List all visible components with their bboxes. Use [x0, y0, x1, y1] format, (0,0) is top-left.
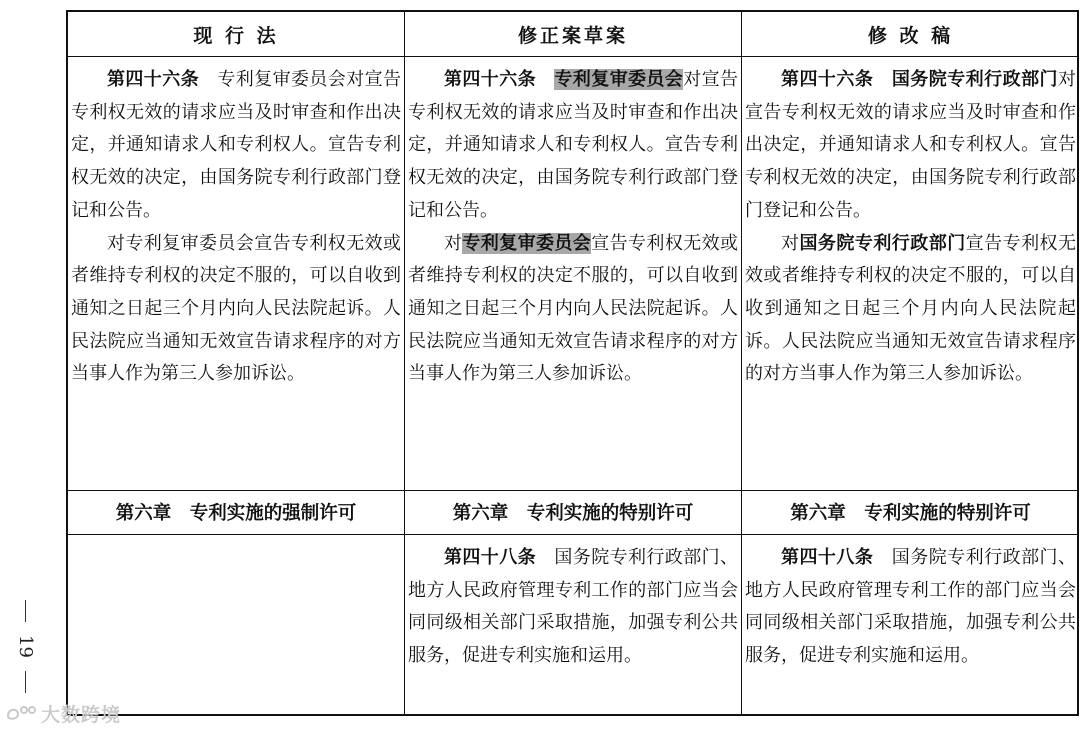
chapter-title-draft: 第六章 专利实施的特别许可 — [452, 503, 694, 524]
page-number — [10, 600, 40, 710]
amended-text: 国务院专利行政部门 — [799, 232, 966, 254]
article-text: 国务院专利行政部门、地方人民政府管理专利工作的部门应当会同同级相关部门采取措施，加强专利公共服务，促进专利实施和运用。 — [745, 547, 1077, 667]
draft-article-48 — [405, 542, 741, 673]
highlighted-text: 专利复审委员会 — [462, 232, 592, 254]
comparison-table — [66, 10, 1079, 716]
watermark-logo-icon — [4, 702, 38, 724]
article-text: 宣告专利权无效或者维持专利权的决定不服的，可以自收到通知之日起三个月内向人民法院起诉。人民法院应当通知无效宣告请求程序的对方当事人作为第三人参加诉讼。 — [745, 232, 1077, 385]
article-number: 第四十六条 — [107, 69, 199, 90]
draft-article-46 — [405, 64, 741, 391]
article-number: 第四十六条 — [444, 69, 536, 90]
article-number: 第四十八条 — [444, 547, 536, 568]
chapter-title-revised: 第六章 专利实施的特别许可 — [790, 503, 1031, 524]
revised-article-48 — [742, 542, 1079, 673]
article-number: 第四十八条 — [781, 547, 874, 568]
header-revised-draft: 修 改 稿 — [867, 24, 954, 47]
article-text: 对宣告专利权无效的请求应当及时审查和作出决定，并通知请求人和专利权人。宣告专利权无效的决定，由国务院专利行政部门登记和公告。 — [745, 69, 1077, 221]
watermark-text: 大数跨境 — [41, 703, 122, 726]
article-text: 对 — [781, 232, 800, 254]
row-divider — [68, 56, 1077, 57]
chapter-title-current: 第六章 专利实施的强制许可 — [115, 503, 357, 524]
highlighted-text: 专利复审委员会 — [554, 69, 684, 90]
article-text: 国务院专利行政部门、地方人民政府管理专利工作的部门应当会同同级相关部门采取措施，加强专利公共服务，促进专利实施和运用。 — [408, 547, 738, 667]
article-text: 对专利复审委员会宣告专利权无效或者维持专利权的决定不服的，可以自收到通知之日起三个月内向人民法院起诉。人民法院应当通知无效宣告请求程序的对方当事人作为第三人参加诉讼。 — [71, 232, 401, 385]
amended-text: 国务院专利行政部门 — [891, 69, 1059, 90]
revised-article-46 — [742, 64, 1079, 391]
article-text: 宣告专利权无效或者维持专利权的决定不服的，可以自收到通知之日起三个月内向人民法院起诉。人民法院应当通知无效宣告请求程序的对方当事人作为第三人参加诉讼。 — [408, 232, 739, 385]
row-divider — [68, 534, 1077, 535]
watermark — [4, 699, 121, 727]
article-text: 对 — [444, 232, 463, 254]
current-law-article-46 — [68, 64, 404, 391]
article-number: 第四十六条 — [781, 69, 874, 90]
article-text: 专利复审委员会对宣告专利权无效的请求应当及时审查和作出决定，并通知请求人和专利权人。宣告专利权无效的决定，由国务院专利行政部门登记和公告。 — [71, 69, 401, 221]
header-draft-amendment: 修正案草案 — [517, 24, 628, 47]
header-current-law: 现 行 法 — [193, 24, 279, 47]
page-number-value: 19 — [14, 635, 36, 658]
article-text: 对宣告专利权无效的请求应当及时审查和作出决定，并通知请求人和专利权人。宣告专利权无效的决定，由国务院专利行政部门登记和公告。 — [408, 69, 739, 221]
